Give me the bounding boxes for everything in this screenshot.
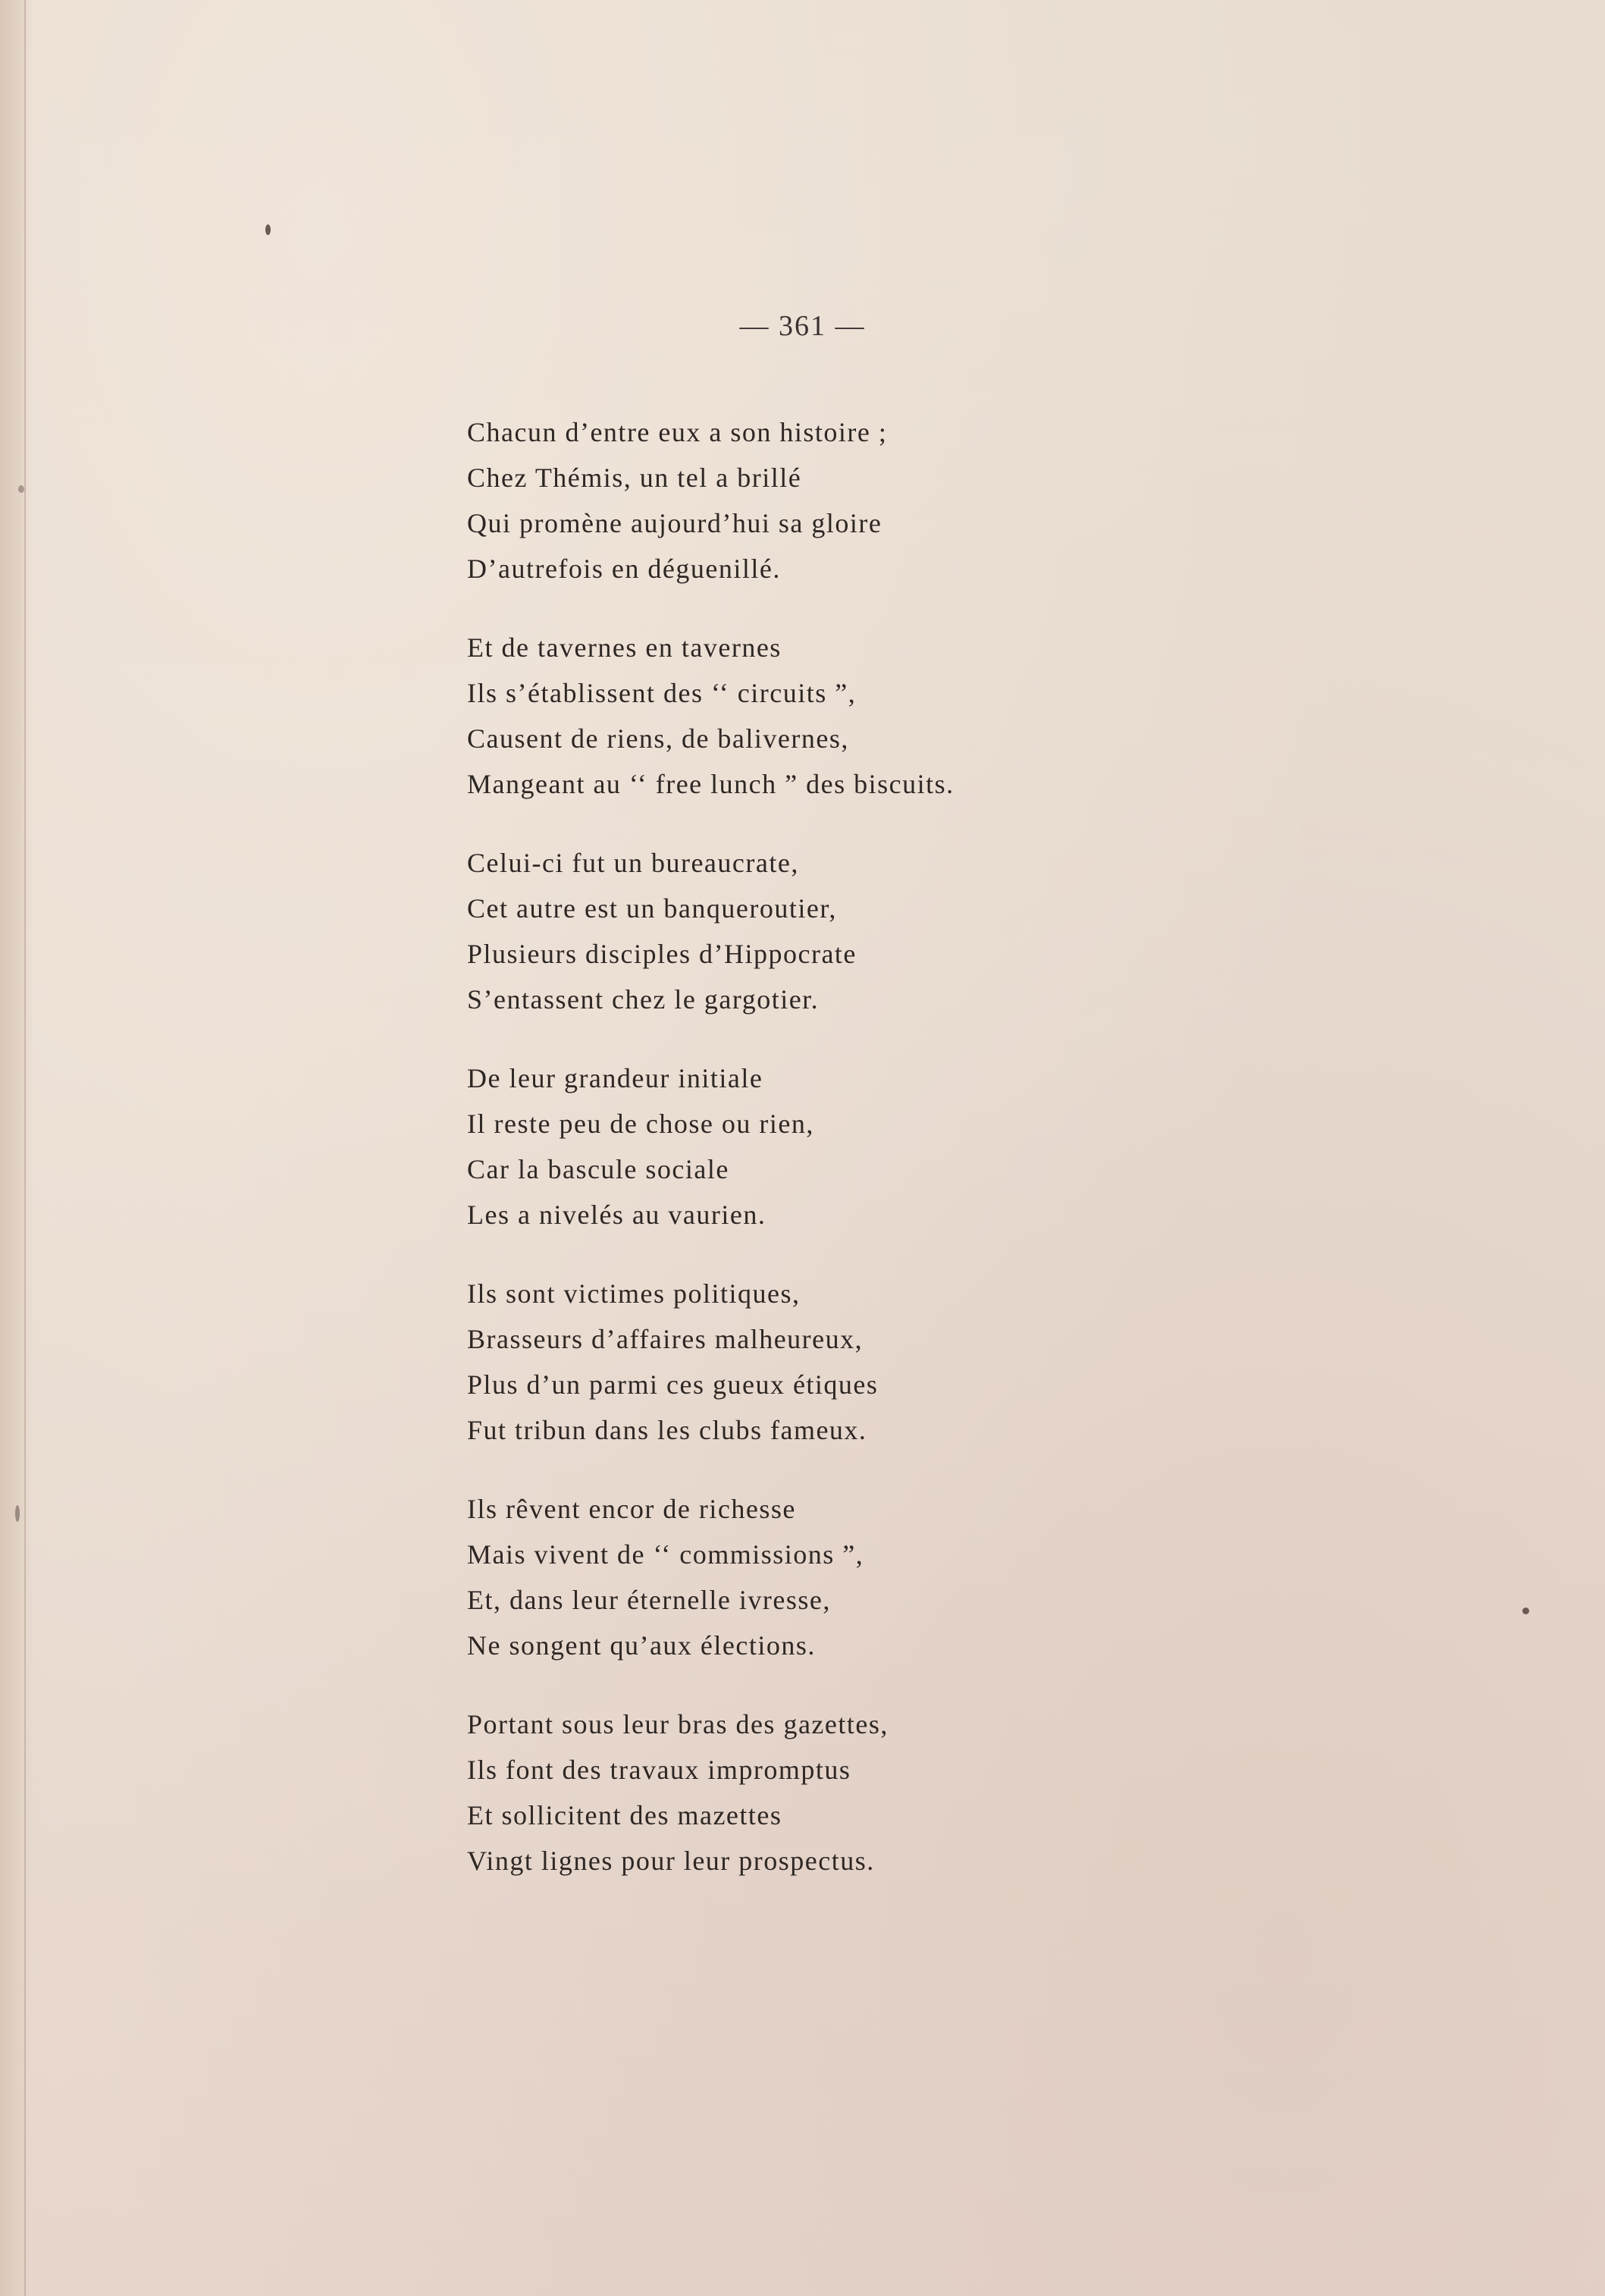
verse-line: Cet autre est un banqueroutier,: [467, 893, 837, 924]
page-binding-edge: [0, 0, 33, 2296]
verse-line: Chez Thémis, un tel a brillé: [467, 463, 802, 493]
verse-line: Portant sous leur bras des gazettes,: [467, 1709, 889, 1739]
paper-speck: [265, 224, 271, 235]
stanza: [467, 625, 1301, 807]
verse-line: Causent de riens, de balivernes,: [467, 723, 849, 754]
verse-line: Qui promène aujourd’hui sa gloire: [467, 508, 882, 538]
paper-speck: [1522, 1608, 1529, 1614]
stanza: [467, 1055, 1301, 1237]
verse-line: Il reste peu de chose ou rien,: [467, 1109, 814, 1139]
verse-line: Ne songent qu’aux élections.: [467, 1630, 816, 1661]
verse-line: Mais vivent de ‘‘ commissions ”,: [467, 1539, 864, 1570]
stanza: [467, 1702, 1301, 1884]
verse-line: Et, dans leur éternelle ivresse,: [467, 1585, 831, 1615]
verse-line: Fut tribun dans les clubs fameux.: [467, 1415, 867, 1445]
verse-line: Celui-ci fut un bureaucrate,: [467, 848, 799, 878]
verse-line: Car la bascule sociale: [467, 1154, 729, 1184]
verse-line: Et sollicitent des mazettes: [467, 1800, 782, 1830]
verse-line: S’entassent chez le gargotier.: [467, 984, 820, 1015]
verse-line: Brasseurs d’affaires malheureux,: [467, 1324, 864, 1354]
paper-speck: [18, 485, 24, 493]
page-fold-line: [24, 0, 26, 2296]
stanza: [467, 409, 1301, 591]
verse-line: Mangeant au ‘‘ free lunch ” des biscuits.: [467, 769, 955, 799]
verse-line: Plusieurs disciples d’Hippocrate: [467, 939, 857, 969]
verse-line: D’autrefois en déguenillé.: [467, 554, 781, 584]
verse-line: Les a nivelés au vaurien.: [467, 1200, 766, 1230]
stanza: [467, 840, 1301, 1022]
stanza: [467, 1486, 1301, 1668]
stanza: [467, 1271, 1301, 1453]
page-number: — 361 —: [739, 310, 866, 342]
verse-line: Ils s’établissent des ‘‘ circuits ”,: [467, 678, 857, 708]
verse-line: Vingt lignes pour leur prospectus.: [467, 1846, 875, 1876]
verse-line: Chacun d’entre eux a son histoire ;: [467, 417, 888, 447]
paper-speck: [15, 1505, 20, 1522]
verse-line: Ils font des travaux impromptus: [467, 1755, 851, 1785]
verse-line: Ils sont victimes politiques,: [467, 1278, 801, 1309]
verse-line: Plus d’un parmi ces gueux étiques: [467, 1369, 879, 1400]
poem: [467, 409, 1301, 1917]
verse-line: Et de tavernes en tavernes: [467, 632, 782, 663]
verse-line: De leur grandeur initiale: [467, 1063, 763, 1093]
verse-line: Ils rêvent encor de richesse: [467, 1494, 796, 1524]
